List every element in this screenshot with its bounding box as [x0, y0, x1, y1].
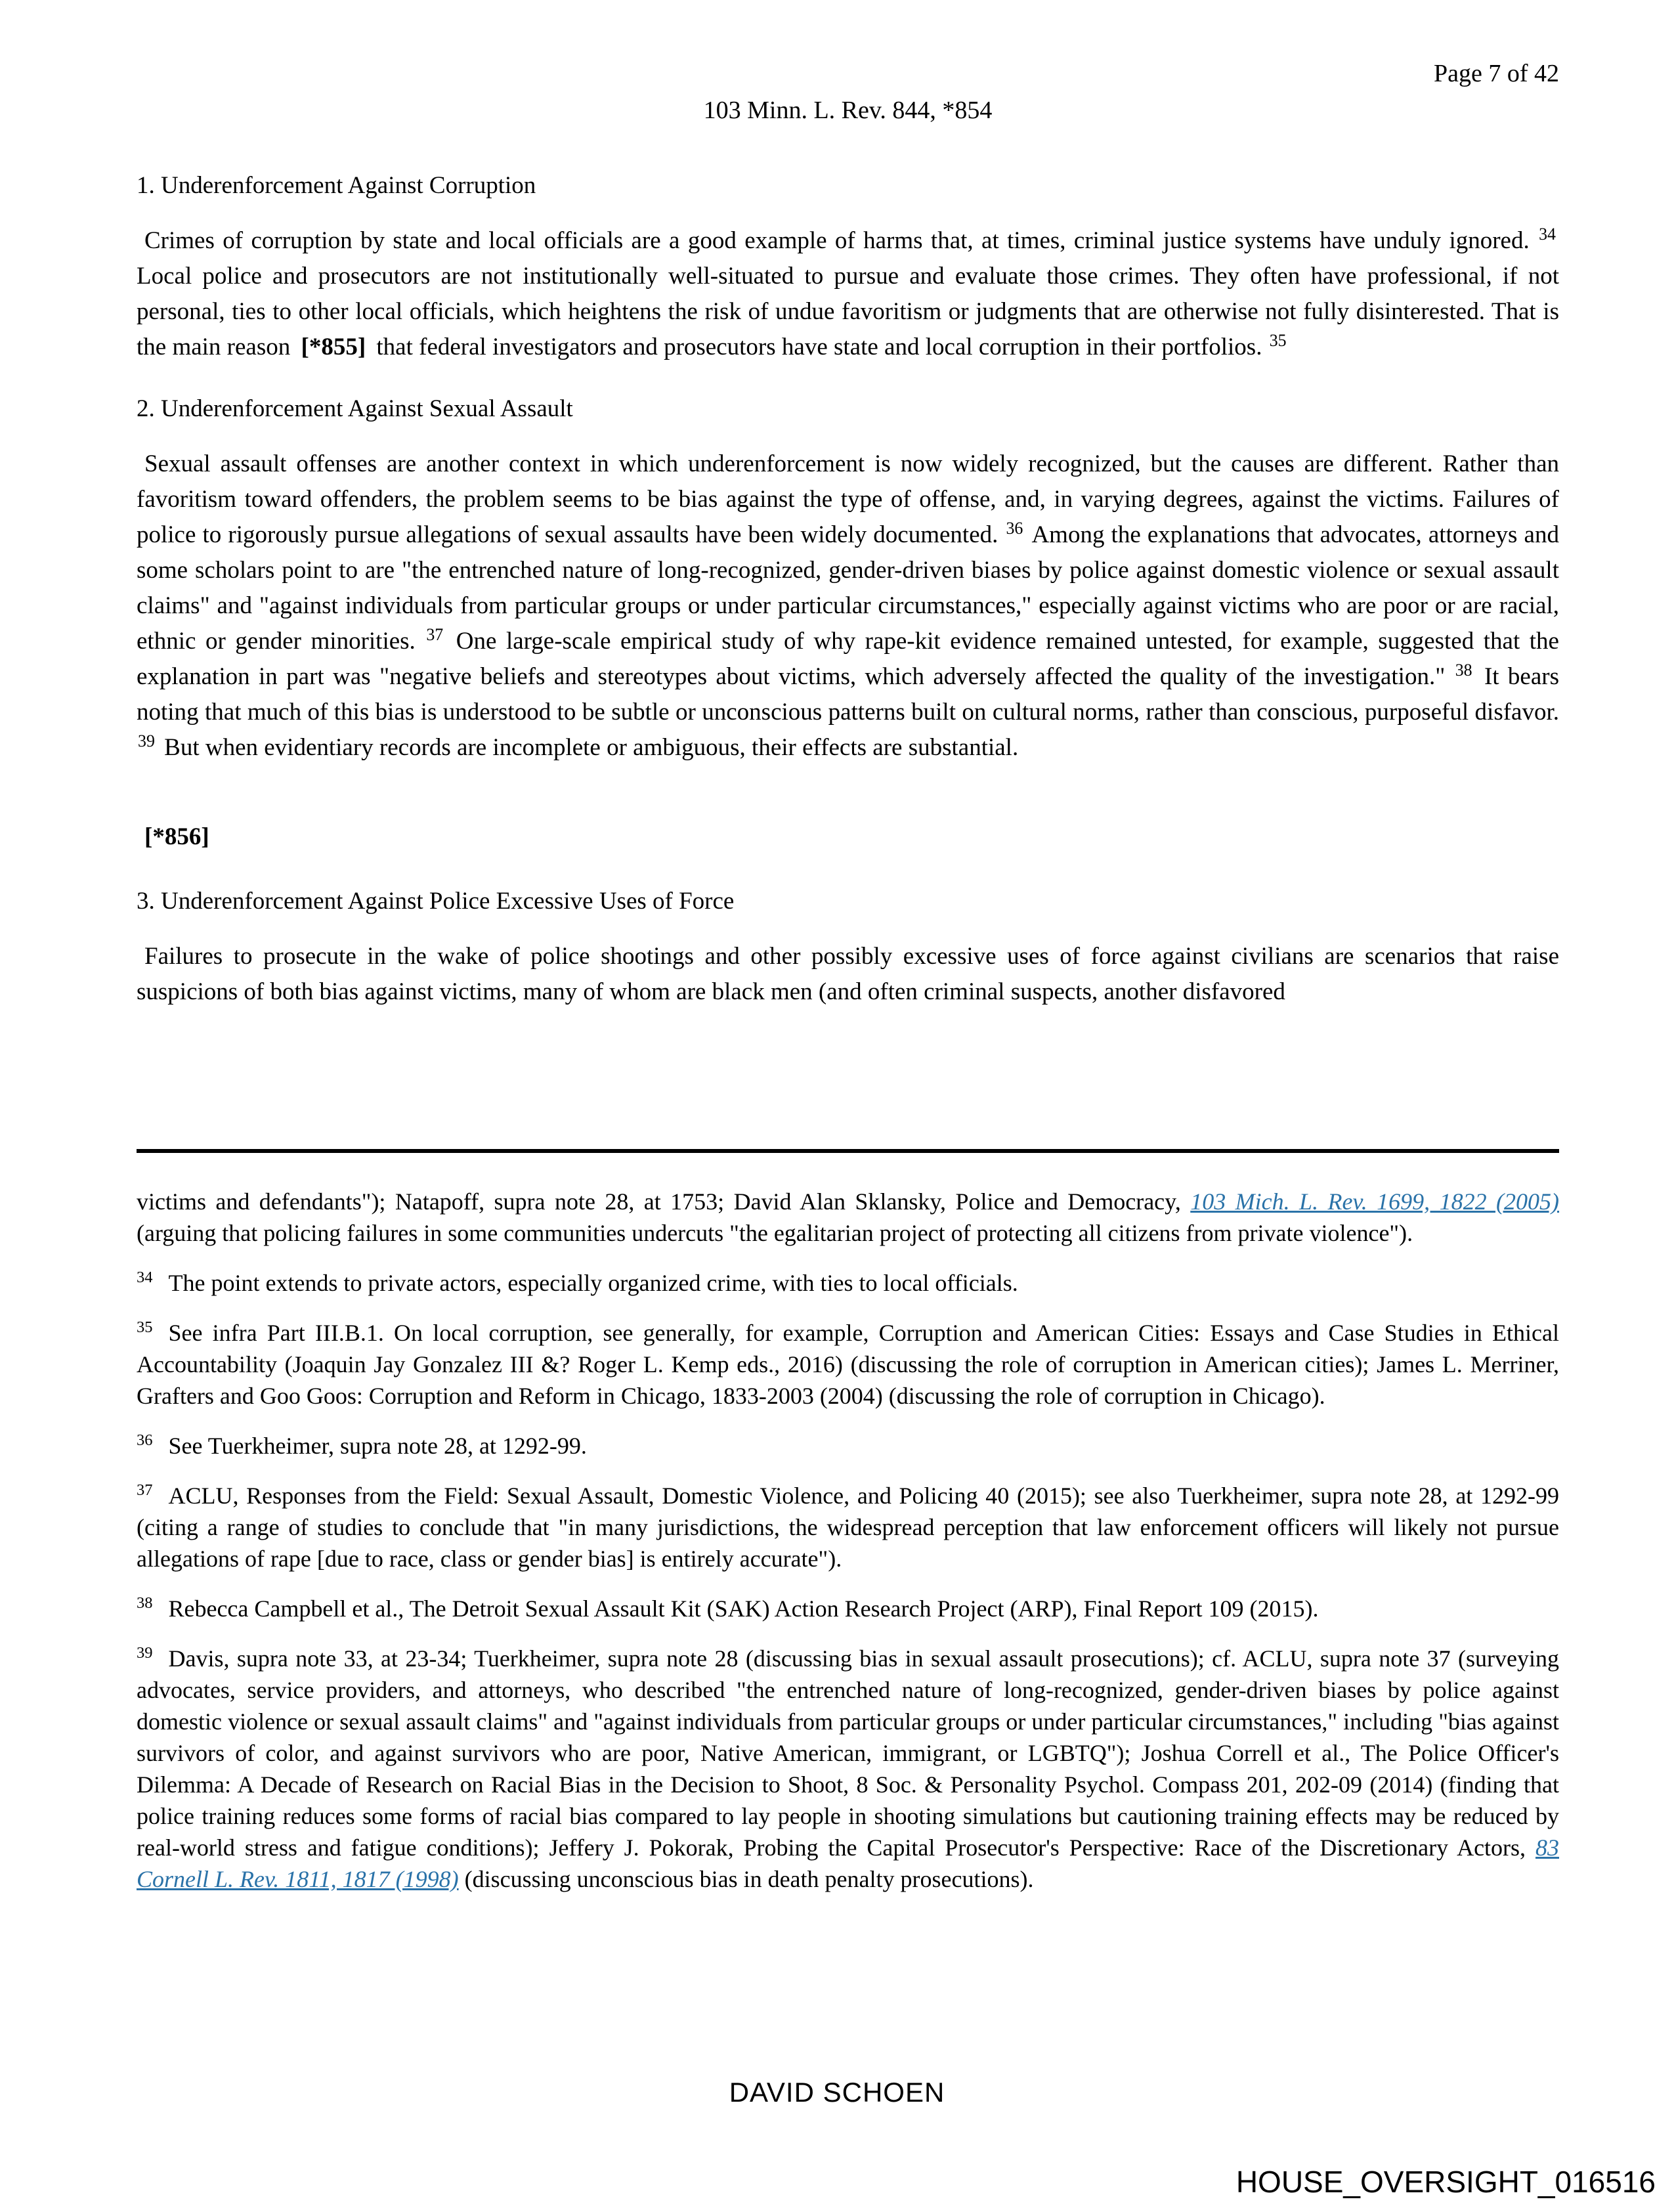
section-heading-3: 3. Underenforcement Against Police Excessive Uses of Force — [137, 888, 735, 915]
page-marker-856: [*856] — [144, 823, 209, 850]
footnote-number: 37 — [137, 1481, 153, 1499]
footnote-number: 34 — [137, 1269, 153, 1286]
footnote-text: Rebecca Campbell et al., The Detroit Sexual Assault Kit (SAK) Action Research Project (ARP), Final Report 109 (2015). — [168, 1595, 1319, 1622]
author-stamp: DAVID SCHOEN — [729, 2077, 945, 2108]
footnote-reference: 36 — [1006, 518, 1023, 538]
footnote-reference: 39 — [138, 731, 155, 750]
footnote-number: 36 — [137, 1431, 153, 1449]
footnote-text: victims and defendants"); Natapoff, supra note 28, at 1753; David Alan Sklansky, Police and Democracy, 103 Mich. L. Rev. 1699, 1822 (2005) (arguing that policing failures in some communities undercuts "the egalitarian project of protecting all citizens from private violence"). — [137, 1188, 1559, 1246]
footnote-text: The point extends to private actors, especially organized crime, with ties to local officials. — [168, 1270, 1018, 1296]
bates-number: HOUSE_OVERSIGHT_016516 — [1235, 2165, 1656, 2199]
footnote-text: ACLU, Responses from the Field: Sexual Assault, Domestic Violence, and Policing 40 (2015); see also Tuerkheimer, supra note 28, at 1292-99 (citing a range of studies to conclude that "in many jurisdictions, the widespread perception that law enforcement officers will likely not pursue allegations of rape [due to race, class or gender bias] is entirely accurate"). — [137, 1483, 1559, 1572]
footnote-34 — [137, 1267, 1559, 1299]
footnote-38 — [137, 1593, 1559, 1624]
footnote-separator — [137, 1149, 1559, 1153]
footnote-35 — [137, 1317, 1559, 1412]
footnote-number: 35 — [137, 1318, 153, 1336]
footnote-text: See Tuerkheimer, supra note 28, at 1292-99. — [168, 1433, 587, 1459]
footnote-36 — [137, 1430, 1559, 1462]
section-heading-2: 2. Underenforcement Against Sexual Assault — [137, 395, 573, 422]
page-indicator: Page 7 of 42 — [1433, 60, 1559, 87]
citation-header: 103 Minn. L. Rev. 844, *854 — [703, 97, 993, 124]
footnote-continuation — [137, 1186, 1559, 1249]
paragraph-excessive-force: Failures to prosecute in the wake of police shootings and other possibly excessive uses of force against civilians are scenarios that raise suspicions of both bias against victims, many of whom are black men (and often criminal suspects, another disfavored — [137, 943, 1559, 1005]
footnote-reference: 35 — [1269, 330, 1287, 350]
paragraph-sexual-assault: Sexual assault offenses are another context in which underenforcement is now widely recognized, but the causes are different. Rather than favoritism toward offenders, the problem seems to be bias against the type of offense, and, in varying degrees, against the victims. Failures of police to rigorously pursue allegations of sexual assaults have been widely documented. $^{36}$ Among the explanations that advocates, attorneys and some scholars point to are "the entrenched nature of long-recognized, gender-driven biases by police against domestic violence or sexual assault claims" and "against individuals from particular groups or under particular circumstances," especially against victims who are poor or are racial, ethnic or gender minorities. $^{37}$ One large-scale empirical study of why rape-kit evidence remained untested, for example, suggested that the explanation in part was "negative beliefs and stereotypes about victims, which adversely affected the quality of the investigation." $^{38}$ It bears noting that much of this bias is understood to be subtle or unconscious patterns built on cultural norms, rather than conscious, purposeful disfavor. $^{39}$ But when evidentiary records are incomplete or ambiguous, their effects are substantial. — [137, 450, 1559, 761]
footnote-reference: 37 — [426, 624, 444, 644]
footnote-number: 39 — [137, 1644, 153, 1662]
footnote-reference: 34 — [1539, 224, 1556, 244]
footnote-number: 38 — [137, 1594, 153, 1612]
footnote-text: See infra Part III.B.1. On local corruption, see generally, for example, Corruption and American Cities: Essays and Case Studies in Ethical Accountability (Joaquin Jay Gonzalez III &? Roger L. Kemp eds., 2016) (discussing the role of corruption in American cities); James L. Merriner, Grafters and Goo Goos: Corruption and Reform in Chicago, 1833-2003 (2004) (discussing the role of corruption in Chicago). — [137, 1320, 1559, 1409]
footnote-text: Davis, supra note 33, at 23-34; Tuerkheimer, supra note 28 (discussing bias in sexual assault prosecutions); cf. ACLU, supra note 37 (surveying advocates, service providers, and attorneys, who described "the entrenched nature of long-recognized, gender-driven biases by police against domestic violence or sexual assault claims" and "against individuals from particular groups or under particular circumstances," including "bias against survivors of color, and against survivors who are poor, Native American, immigrant, or LGBTQ"); Joshua Correll et al., The Police Officer's Dilemma: A Decade of Research on Racial Bias in the Decision to Shoot, 8 Soc. & Personality Psychol. Compass 201, 202-09 (2014) (finding that police training reduces some forms of racial bias compared to lay people in shooting simulations but cautioning training effects may be reduced by real-world stress and fatigue conditions); Jeffery J. Pokorak, Probing the Capital Prosecutor's Perspective: Race of the Discretionary Actors, 83 Cornell L. Rev. 1811, 1817 (1998) (discussing unconscious bias in death penalty prosecutions). — [137, 1645, 1559, 1892]
footnote-39 — [137, 1643, 1559, 1895]
paragraph-corruption: Crimes of corruption by state and local officials are a good example of harms that, at times, criminal justice systems have unduly ignored. $^{34}$ Local police and prosecutors are not institutionally well-situated to pursue and evaluate those crimes. They often have professional, if not personal, ties to other local officials, which heightens the risk of undue favoritism or judgments that are otherwise not fully disinterested. That is the main reason [*855] that federal investigators and prosecutors have state and local corruption in their portfolios. $^{35}$ — [137, 224, 1559, 360]
section-heading-1: 1. Underenforcement Against Corruption — [137, 172, 536, 199]
citation-link[interactable]: 83 Cornell L. Rev. 1811, 1817 (1998) — [137, 1834, 1559, 1892]
footnote-reference: 38 — [1455, 660, 1472, 680]
citation-link[interactable]: 103 Mich. L. Rev. 1699, 1822 (2005) — [1190, 1188, 1559, 1215]
footnotes-section — [137, 1186, 1559, 1895]
footnote-37 — [137, 1480, 1559, 1574]
page-break-marker: [*855] — [301, 334, 366, 360]
